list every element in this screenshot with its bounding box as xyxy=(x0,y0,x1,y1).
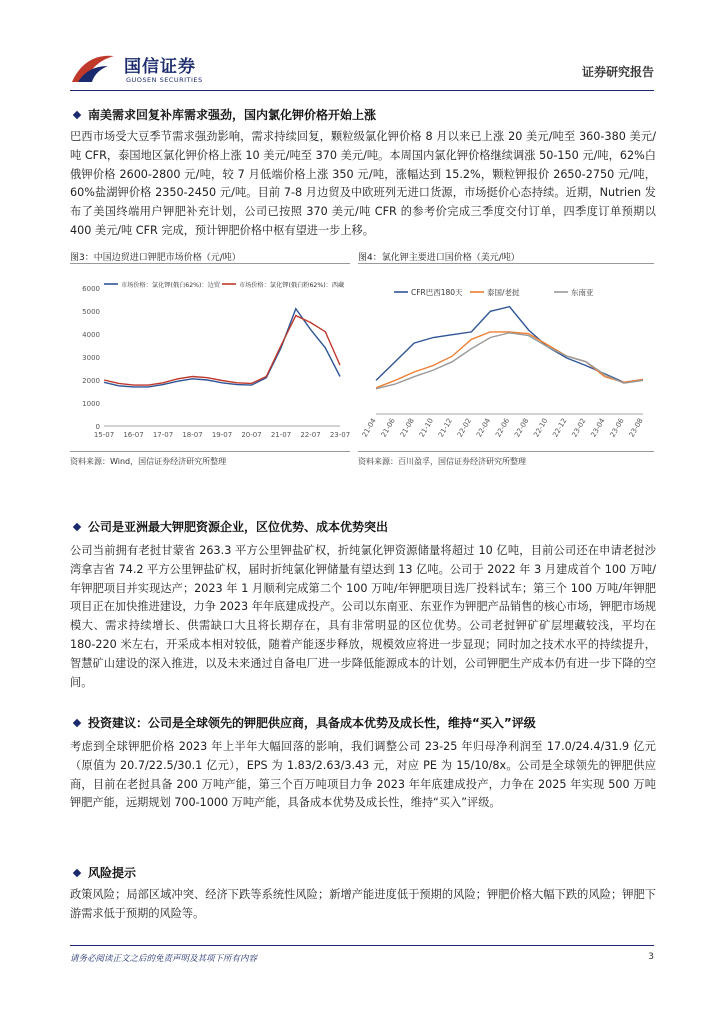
x-tick-label: 22-07 xyxy=(300,431,321,439)
x-tick-label: 21-04 xyxy=(360,417,378,439)
section-title-investment-advice: 投资建议：公司是全球领先的钾肥供应商，具备成本优势及成长性，维持“买入”评级 xyxy=(72,714,536,731)
section-title-south-america: 南美需求回复补库需求强劲，国内氯化钾价格开始上涨 xyxy=(72,106,376,123)
series-line-2 xyxy=(104,316,340,386)
x-tick-label: 23-04 xyxy=(589,417,607,439)
paragraph-company-advantage: 公司当前拥有老挝甘蒙省 263.3 平方公里钾盐矿权，折纯氯化钾资源储量将超过 10 亿吨，目前公司还在申请老挝沙湾拿吉省 74.2 平方公里钾盐矿权，届时折纯氯化钾储量有望达到 13 亿吨。公司于 2022 年 3 月建成首个 100 万吨/年钾肥项目并实现达产；2023 年 1 月顺利完成第二个 100 万吨/年钾肥项目选厂投料试车；第三个 100 万吨/年钾肥项目正在加快推进建设，力争 2023 年年底建成投产。公司以东南亚、东亚作为钾肥产品销售的核心市场，钾肥市场规模大、需求持续增长、供需缺口大且将长期存在，具有非常明显的区位优势。公司老挝钾矿矿层埋藏较浅，平均在 180-220 米左右，开采成本相对较低，随着产能逐步释放，规模效应将进一步显现；同时加之技术水平的持续提升，智慧矿山建设的深入推进，以及未来通过自备电厂进一步降低能源成本的计划，公司钾肥生产成本仍有进一步下降的空间。 xyxy=(70,544,656,689)
chart-fig3-border-trade-price xyxy=(70,268,350,448)
x-tick-label: 21-07 xyxy=(270,431,292,439)
figure4-title: 图4：氯化钾主要进口国价格（美元/吨） xyxy=(358,253,520,263)
y-tick-label: 0 xyxy=(95,423,100,431)
x-tick-label: 23-08 xyxy=(627,417,645,439)
x-tick-label: 22-08 xyxy=(513,417,531,439)
figure3-top-rule xyxy=(70,263,350,264)
y-tick-label: 1000 xyxy=(82,400,100,408)
x-tick-label: 22-10 xyxy=(532,417,550,439)
x-tick-label: 23-06 xyxy=(608,417,626,439)
x-tick-label: 21-06 xyxy=(379,417,397,439)
x-tick-label: 20-07 xyxy=(241,431,262,439)
x-tick-label: 17-07 xyxy=(152,431,174,439)
y-tick-label: 4000 xyxy=(82,331,100,339)
logo-chinese: 国信证券 xyxy=(124,57,196,77)
figure4-bottom-rule xyxy=(358,451,654,452)
report-type-label: 证券研究报告 xyxy=(581,65,654,79)
paragraph-risk: 政策风险；局部区域冲突、经济下跌等系统性风险；新增产能进度低于预期的风险；钾肥价格大幅下跌的风险；钾肥下游需求低于预期的风险等。 xyxy=(70,888,656,920)
diamond-bullet-icon xyxy=(73,718,81,726)
x-tick-label: 22-04 xyxy=(475,417,493,439)
x-tick-label: 18-07 xyxy=(182,431,203,439)
x-tick-label: 22-12 xyxy=(551,417,569,439)
paragraph-investment-advice: 考虑到全球钾肥价格 2023 年上半年大幅回落的影响，我们调整公司 23-25 年归母净利润至 17.0/24.4/31.9 亿元（原值为 20.7/22.5/30.1 亿元），EPS 为 1.83/2.63/3.43 元，对应 PE 为 15/10/8x。公司是全球领先的钾肥供应商，目前在老挝具备 200 万吨产能，第三个百万吨项目力争 2023 年年底建成投产，力争在 2025 年实现 500 万吨钾肥产能，远期规划 700-1000 万吨产能，具备成本优势及成长性，维持“买入”评级。 xyxy=(70,740,656,810)
chart-fig4-import-price xyxy=(358,268,654,448)
section-title-risk: 风险提示 xyxy=(72,864,136,881)
figure3-source: 资料来源：Wind，国信证券经济研究所整理 xyxy=(70,457,227,466)
x-tick-label: 19-07 xyxy=(211,431,233,439)
figure3-bottom-rule xyxy=(70,451,350,452)
legend-label-1: 市场价格：氯化钾(俄白62%)：边贸 xyxy=(121,282,221,289)
x-tick-label: 21-10 xyxy=(417,417,435,439)
y-tick-label: 6000 xyxy=(82,285,100,293)
figure4-top-rule xyxy=(358,263,654,264)
y-tick-label: 5000 xyxy=(82,308,100,316)
legend-label-2: 市场价格：氯化钾(俄白粉62%)：西藏 xyxy=(239,282,345,289)
series-line-2 xyxy=(376,332,643,388)
x-tick-label: 22-06 xyxy=(494,417,512,439)
x-tick-label: 15-07 xyxy=(93,431,115,439)
x-tick-label: 21-08 xyxy=(398,417,416,439)
footer-divider xyxy=(70,945,654,946)
guosen-logo-icon xyxy=(70,52,116,86)
x-tick-label: 23-07 xyxy=(329,431,350,439)
paragraph-south-america: 巴西市场受大豆季节需求强劲影响，需求持续回复，颗粒级氯化钾价格 8 月以来已上涨 20 美元/吨至 360-380 美元/吨 CFR，泰国地区氯化钾价格上涨 10 美元/吨至 370 美元/吨。本周国内氯化钾价格继续调涨 50-150 元/吨，62%白俄钾价格 2600-2800 元/吨，较 7 月低端价格上涨 350 元/吨，涨幅达到 15.2%，颗粒钾报价 2650-2750 元/吨，60%盐湖钾价格 2350-2450 元/吨。目前 7-8 月边贸及中欧班列无进口货源，市场挺价心态持续。近期，Nutrien 发布了美国终端用户钾肥补充计划，公司已按照 370 美元/吨 CFR 的参考价完成三季度交付订单，四季度订单预期以 400 美元/吨 CFR 完成，预计钾肥价格中枢有望进一步上移。 xyxy=(70,130,656,237)
footer-disclaimer[interactable]: 请务必阅读正文之后的免责声明及其项下所有内容 xyxy=(70,954,258,964)
header-divider xyxy=(70,90,654,91)
x-tick-label: 21-12 xyxy=(436,417,455,439)
legend-label-2: 泰国/老挝 xyxy=(487,288,520,297)
x-tick-label: 22-02 xyxy=(455,417,474,439)
y-tick-label: 2000 xyxy=(82,377,100,385)
logo-english: GUOSEN SECURITIES xyxy=(126,76,203,84)
diamond-bullet-icon xyxy=(73,868,81,876)
legend-label-1: CFR巴西180天 xyxy=(411,288,463,297)
figure4-source: 资料来源：百川盈孚，国信证券经济研究所整理 xyxy=(358,457,526,466)
x-tick-label: 23-02 xyxy=(570,417,588,439)
section-title-company-advantage: 公司是亚洲最大钾肥资源企业，区位优势、成本优势突出 xyxy=(72,518,388,535)
diamond-bullet-icon xyxy=(73,110,81,118)
legend-label-3: 东南亚 xyxy=(571,288,594,297)
y-tick-label: 3000 xyxy=(82,354,100,362)
figure3-title: 图3：中国边贸进口钾肥市场价格（元/吨） xyxy=(70,253,241,263)
diamond-bullet-icon xyxy=(73,522,81,530)
page-number: 3 xyxy=(648,952,654,962)
x-tick-label: 16-07 xyxy=(123,431,144,439)
series-line-3 xyxy=(376,333,643,389)
